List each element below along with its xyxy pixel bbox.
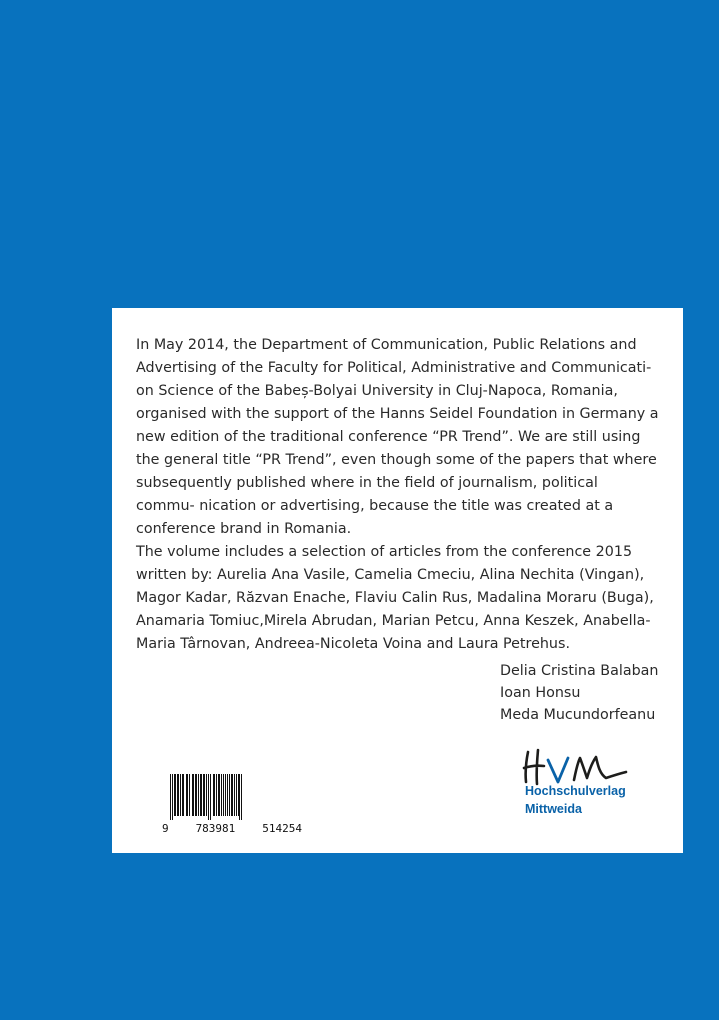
- barcode-bar: [180, 774, 181, 816]
- barcode-bar: [174, 774, 176, 816]
- barcode-bar: [221, 774, 222, 816]
- barcode-bar: [218, 774, 220, 816]
- editor-name: Meda Mucundorfeanu: [500, 707, 656, 723]
- barcode-bar: [182, 774, 184, 816]
- barcode-icon: [162, 774, 302, 820]
- barcode-bar: [200, 774, 202, 816]
- barcode-bar: [210, 774, 211, 820]
- barcode-bar: [177, 774, 179, 816]
- barcode-bar: [198, 774, 199, 816]
- barcode-bar: [231, 774, 233, 816]
- barcode-bar: [225, 774, 226, 816]
- barcode-bar: [213, 774, 215, 816]
- blurb-paragraph: The volume includes a selection of articles from the conference 2015 written by: Aurelia Ana Vasile, Camelia Cmeciu, Alina Nechita (Vingan), Magor Kadar, Răzvan Enache, Flaviu Calin Rus, Madalina Moraru (Buga), Anamaria Tomiuc,Mirela Abrudan, Marian Petcu, Anna Keszek, Anabella- Maria Târnovan, Andreea-Nicoleta Voina and Laura Petrehus.: [136, 544, 654, 652]
- barcode-bar: [239, 774, 240, 820]
- isbn-barcode: [162, 774, 302, 838]
- blurb-paragraph: In May 2014, the Department of Communication, Public Relations and Advertising of the Faculty for Political, Administrative and Communicati- on Science of the Babeș-Bolyai University in Cluj-Napoca, Romania, organised with the support of the Hanns Seidel Foundation in Germany a new edition of the traditional conference “PR Trend”. We are still using the general title “PR Trend”, even though some of the papers that where subsequently published where in the field of journalism, political commu- nication or advertising, because the title was created at a conference brand in Romania.: [136, 337, 659, 537]
- barcode-bar: [229, 774, 230, 816]
- back-cover-panel: [112, 308, 683, 853]
- editor-name: Ioan Honsu: [500, 685, 581, 701]
- publisher-logo: [522, 748, 632, 828]
- barcode-digit-lead: 9: [162, 822, 169, 835]
- barcode-bar: [236, 774, 237, 816]
- editor-list: [500, 660, 658, 726]
- barcode-bar: [195, 774, 197, 816]
- barcode-bar: [216, 774, 217, 816]
- publisher-name-line: Mittweida: [525, 802, 582, 816]
- barcode-bar: [192, 774, 194, 816]
- publisher-name-line: Hochschulverlag: [525, 784, 626, 798]
- barcode-bar: [223, 774, 224, 816]
- barcode-bar: [227, 774, 228, 816]
- barcode-bar: [203, 774, 205, 816]
- barcode-bar: [241, 774, 242, 820]
- barcode-bar: [189, 774, 190, 816]
- barcode-digit-group: 783981: [195, 822, 236, 835]
- barcode-bar: [170, 774, 171, 820]
- barcode-digits: [162, 822, 302, 835]
- barcode-bar: [186, 774, 188, 816]
- barcode-bar: [206, 774, 207, 816]
- barcode-bar: [208, 774, 209, 820]
- hvm-logo-icon: [522, 748, 632, 788]
- barcode-bar: [238, 774, 239, 816]
- back-cover-blurb: [136, 334, 666, 656]
- barcode-digit-group: 514254: [262, 822, 302, 835]
- editor-name: Delia Cristina Balaban: [500, 663, 659, 679]
- barcode-bar: [234, 774, 235, 816]
- barcode-bar: [172, 774, 173, 820]
